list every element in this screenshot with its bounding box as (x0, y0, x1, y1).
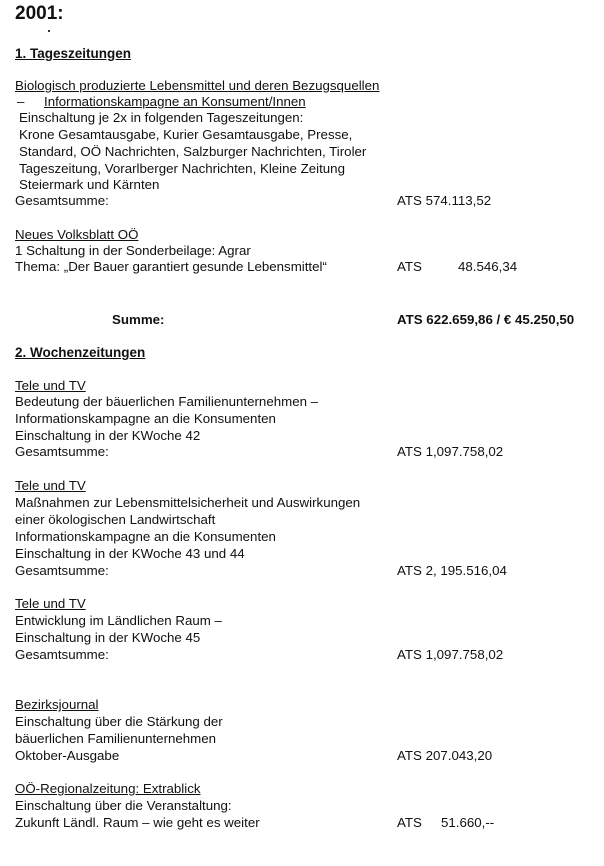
entry-line: Krone Gesamtausgabe, Kurier Gesamtausgabe, Presse, (19, 127, 353, 142)
entry-line: 1 Schaltung in der Sonderbeilage: Agrar (15, 243, 251, 258)
entry-line: Zukunft Ländl. Raum – wie geht es weiter (15, 815, 260, 830)
entry-title: Tele und TV (15, 596, 86, 611)
total-value: ATS 1,097.758,02 (397, 647, 504, 662)
entry-line: Einschaltung in der KWoche 43 und 44 (15, 546, 245, 561)
section-heading-wochenzeitungen: 2. Wochenzeitungen (15, 345, 146, 360)
total-label: Gesamtsumme: (15, 444, 109, 459)
entry-line: Bedeutung der bäuerlichen Familienunternehmen – (15, 394, 319, 409)
entry-line: Thema: „Der Bauer garantiert gesunde Lebensmittel“ (15, 259, 327, 274)
entry-line: Einschaltung über die Veranstaltung: (15, 798, 232, 813)
entry-line: Maßnahmen zur Lebensmittelsicherheit und Auswirkungen (15, 495, 361, 510)
scan-speck (48, 30, 50, 32)
total-value: ATS 574.113,52 (397, 193, 492, 208)
total-label: Gesamtsumme: (15, 193, 109, 208)
entry-title: OÖ-Regionalzeitung: Extrablick (15, 781, 201, 796)
entry-line: Standard, OÖ Nachrichten, Salzburger Nachrichten, Tiroler (19, 144, 367, 159)
entry-title: Neues Volksblatt OÖ (15, 227, 139, 242)
sum-value: ATS 622.659,86 / € 45.250,50 (397, 312, 575, 327)
entry-title: Tele und TV (15, 378, 86, 393)
entry-line: Informationskampagne an die Konsumenten (15, 411, 276, 426)
currency-label: ATS (397, 815, 422, 830)
entry-line: Steiermark und Kärnten (19, 177, 160, 192)
amount-value: 48.546,34 (458, 259, 518, 274)
total-label: Gesamtsumme: (15, 647, 109, 662)
year-heading: 2001: (15, 3, 64, 24)
total-value: ATS 1,097.758,02 (397, 444, 504, 459)
amount-value: 51.660,-- (441, 815, 495, 830)
entry-title: Tele und TV (15, 478, 86, 493)
currency-label: ATS (397, 259, 422, 274)
entry-line: bäuerlichen Familienunternehmen (15, 731, 217, 746)
entry-line: Einschaltung in der KWoche 42 (15, 428, 201, 443)
entry-line: Einschaltung über die Stärkung der (15, 714, 223, 729)
entry-subtitle: Informationskampagne an Konsument/Innen (44, 94, 306, 109)
sum-label: Summe: (112, 312, 165, 327)
entry-line: Oktober-Ausgabe (15, 748, 120, 763)
total-value: ATS 2, 195.516,04 (397, 563, 507, 578)
entry-line: Einschaltung je 2x in folgenden Tageszeitungen: (19, 110, 304, 125)
section-heading-tageszeitungen: 1. Tageszeitungen (15, 46, 132, 61)
entry-line: Einschaltung in der KWoche 45 (15, 630, 201, 645)
entry-line: Entwicklung im Ländlichen Raum – (15, 613, 222, 628)
total-value: ATS 207.043,20 (397, 748, 493, 763)
entry-title: Biologisch produzierte Lebensmittel und deren Bezugsquellen (15, 78, 380, 93)
total-label: Gesamtsumme: (15, 563, 109, 578)
entry-line: Tageszeitung, Vorarlberger Nachrichten, Kleine Zeitung (19, 161, 345, 176)
entry-line: Informationskampagne an die Konsumenten (15, 529, 276, 544)
entry-line: einer ökologischen Landwirtschaft (15, 512, 216, 527)
dash: – (17, 94, 25, 109)
entry-title: Bezirksjournal (15, 697, 99, 712)
